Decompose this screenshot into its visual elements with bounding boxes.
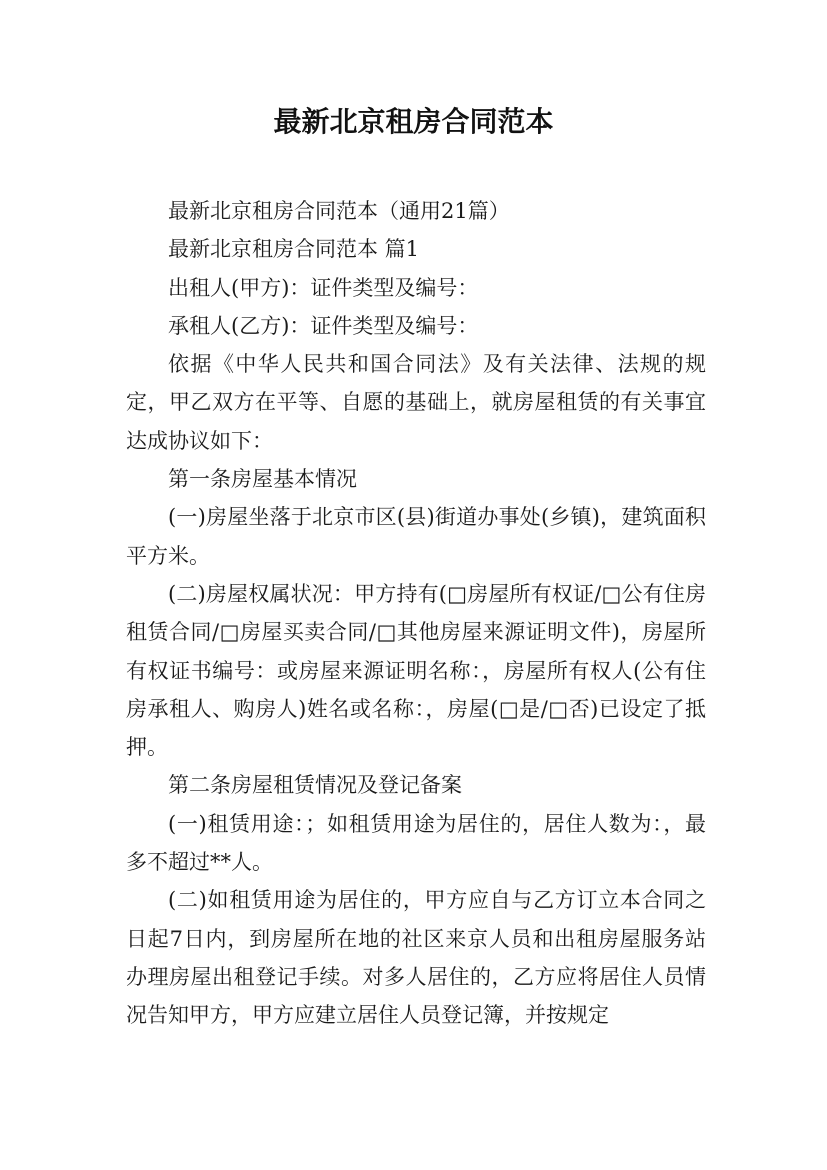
- preamble-paragraph: 依据《中华人民共和国合同法》及有关法律、法规的规定，甲乙双方在平等、自愿的基础上，就房屋租赁的有关事宜达成协议如下：: [126, 352, 706, 453]
- article-one-clause-1: (一)房屋坐落于北京市区(县)街道办事处(乡镇)，建筑面积平方米。: [126, 505, 706, 568]
- document-title: 最新北京租房合同范本: [273, 105, 554, 138]
- subtitle-paragraph: 最新北京租房合同范本（通用21篇）: [168, 199, 510, 223]
- article-one-clause-2: (二)房屋权属状况：甲方持有(□房屋所有权证/□公有住房租赁合同/□房屋买卖合同/□其他房屋来源证明文件)，房屋所有权证书编号：或房屋来源证明名称：，房屋所有权人(公有住房承租人、购房人)姓名或名称：，房屋(□是/□否)已设定了抵押。: [126, 581, 706, 760]
- section-heading-paragraph: 最新北京租房合同范本 篇1: [168, 237, 420, 262]
- lessor-paragraph: 出租人(甲方)：证件类型及编号：: [168, 275, 479, 300]
- article-two-clause-2: (二)如租赁用途为居住的，甲方应自与乙方订立本合同之日起7日内，到房屋所在地的社区来京人员和出租房屋服务站办理房屋出租登记手续。对多人居住的，乙方应将居住人员情况告知甲方，甲方应建立居住人员登记簿，并按规定: [126, 888, 706, 1028]
- article-one-heading: 第一条房屋基本情况: [168, 467, 357, 492]
- article-two-heading: 第二条房屋租赁情况及登记备案: [168, 773, 462, 798]
- article-two-clause-1: (一)租赁用途：；如租赁用途为居住的，居住人数为：，最多不超过**人。: [126, 811, 706, 875]
- document-body: [126, 192, 706, 1035]
- lessee-paragraph: 承租人(乙方)：证件类型及编号：: [168, 313, 479, 338]
